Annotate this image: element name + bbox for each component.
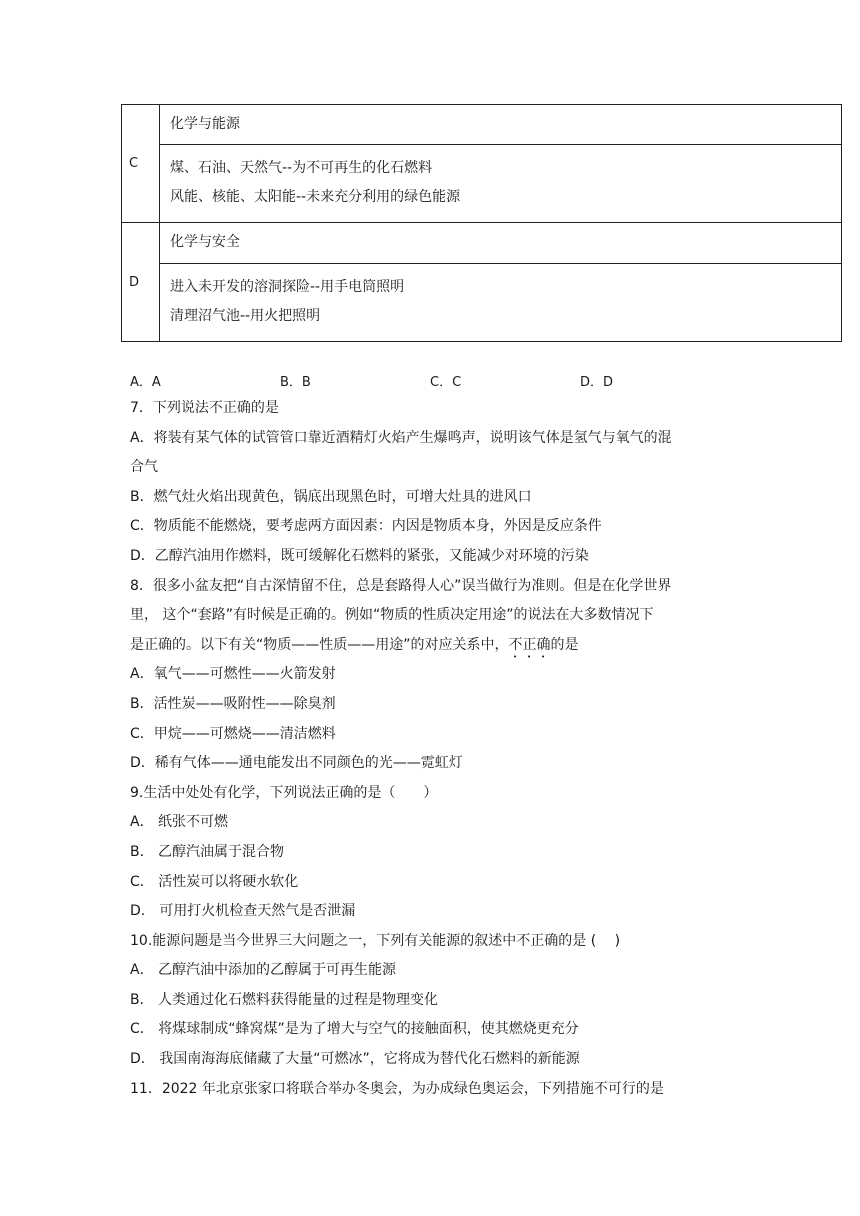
row-heading: 化学与能源 <box>160 105 841 145</box>
q9-option-a[interactable]: A． 纸张不可燃 <box>130 814 229 831</box>
q11-stem: 11．2022 年北京张家口将联合举办冬奥会，为办成绿色奥运会，下列措施不可行的是 <box>130 1080 664 1097</box>
q8-stem-part: 是正确的。以下有关“物质——性质——用途”的对应关系中， <box>130 636 509 653</box>
row-body <box>160 145 841 222</box>
table-row-c <box>122 105 841 223</box>
q9-stem: 9.生活中处处有化学，下列说法正确的是（ ） <box>130 784 438 801</box>
q6-options <box>130 371 690 391</box>
q8-stem-part: 的是 <box>550 636 579 653</box>
row-line: 清理沼气池--用火把照明 <box>170 308 321 324</box>
row-letter: D <box>122 223 160 341</box>
q10-option-b[interactable]: B． 人类通过化石燃料获得能量的过程是物理变化 <box>130 991 439 1008</box>
q7-option-b[interactable]: B．燃气灶火焰出现黄色，锅底出现黑色时，可增大灶具的进风口 <box>130 488 532 505</box>
row-content <box>160 223 841 341</box>
q10-option-a[interactable]: A． 乙醇汽油中添加的乙醇属于可再生能源 <box>130 962 397 979</box>
options-table <box>121 104 842 342</box>
table-row-d <box>122 223 841 341</box>
q8-stem-line-1: 8．很多小盆友把“自古深情留不住，总是套路得人心”误当做行为准则。但是在化学世界 <box>130 577 672 594</box>
row-body <box>160 264 841 341</box>
q10-option-c[interactable]: C． 将煤球制成“蜂窝煤”是为了增大与空气的接触面积，使其燃烧更充分 <box>130 1021 579 1038</box>
q8-option-b[interactable]: B．活性炭——吸附性——除臭剂 <box>130 695 336 712</box>
row-letter: C <box>122 105 160 222</box>
option-d[interactable]: D．D <box>580 375 614 390</box>
q8-option-c[interactable]: C．甲烷——可燃烧——清洁燃料 <box>130 725 336 742</box>
row-line: 风能、核能、太阳能--未来充分利用的绿色能源 <box>170 189 461 205</box>
row-content <box>160 105 841 222</box>
q8-option-a[interactable]: A．氧气——可燃性——火箭发射 <box>130 666 336 683</box>
q10-option-d[interactable]: D． 我国南海海底储藏了大量“可燃冰”，它将成为替代化石燃料的新能源 <box>130 1051 580 1068</box>
q7-option-a[interactable]: A．将装有某气体的试管管口靠近酒精灯火焰产生爆鸣声，说明该气体是氢气与氧气的混 <box>130 429 672 446</box>
q9-option-d[interactable]: D． 可用打火机检查天然气是否泄漏 <box>130 903 356 920</box>
q8-stem-line-2: 里， 这个“套路”有时候是正确的。例如“物质的性质决定用途”的说法在大多数情况下 <box>130 607 654 624</box>
q7-stem: 7．下列说法不正确的是 <box>130 400 279 416</box>
row-line: 煤、石油、天然气--为不可再生的化石燃料 <box>170 160 433 176</box>
q7-option-a-cont: 合气 <box>130 459 158 476</box>
option-b[interactable]: B．B <box>280 375 311 390</box>
q9-option-c[interactable]: C． 活性炭可以将硬水软化 <box>130 873 299 890</box>
q7-option-d[interactable]: D．乙醇汽油用作燃料，既可缓解化石燃料的紧张，又能减少对环境的污染 <box>130 547 589 564</box>
q7-option-c[interactable]: C．物质能不能燃烧，要考虑两方面因素：内因是物质本身，外因是反应条件 <box>130 518 602 535</box>
row-heading: 化学与安全 <box>160 223 841 264</box>
q9-option-b[interactable]: B． 乙醇汽油属于混合物 <box>130 843 285 860</box>
q8-option-d[interactable]: D．稀有气体——通电能发出不同颜色的光——霓虹灯 <box>130 755 463 772</box>
questions <box>130 394 730 1104</box>
q10-stem: 10.能源问题是当今世界三大问题之一，下列有关能源的叙述中不正确的是 ( ) <box>130 932 621 949</box>
row-line: 进入未开发的溶洞探险--用手电筒照明 <box>170 279 405 295</box>
option-c[interactable]: C．C <box>430 375 462 390</box>
option-a[interactable]: A．A <box>130 375 161 390</box>
q8-stem-line-3 <box>130 631 730 661</box>
q8-emphasis: 不正确 <box>508 636 551 653</box>
